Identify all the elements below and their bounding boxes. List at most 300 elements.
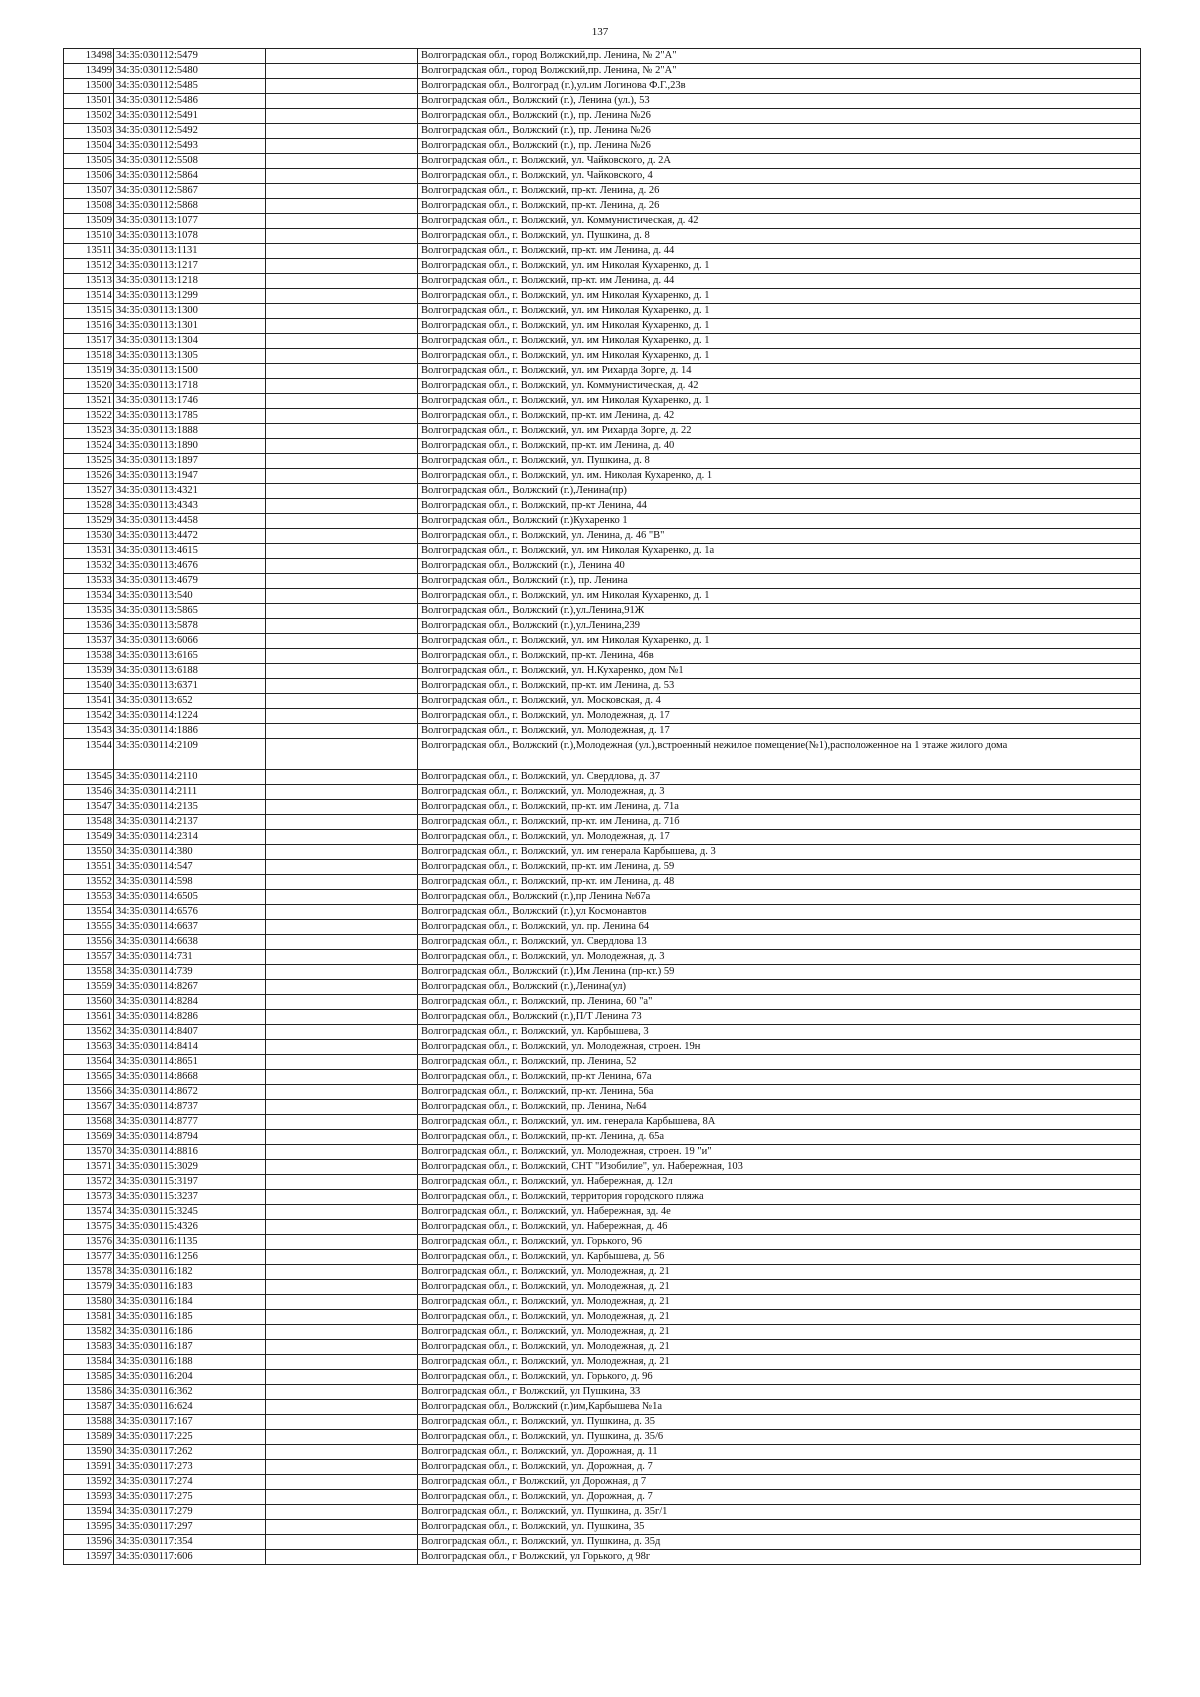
row-number-cell: 13554	[64, 905, 114, 920]
cadastral-number-cell: 34:35:030113:1305	[114, 349, 266, 364]
row-number-cell: 13521	[64, 394, 114, 409]
cadastral-number-cell: 34:35:030114:8407	[114, 1025, 266, 1040]
cadastral-number-cell: 34:35:030114:8414	[114, 1040, 266, 1055]
table-row	[64, 454, 1141, 469]
blank-cell	[266, 559, 418, 574]
blank-cell	[266, 830, 418, 845]
address-cell: Волгоградская обл., Волжский (г.), пр. Ленина №26	[418, 124, 1141, 139]
table-row	[64, 439, 1141, 454]
cadastral-number-cell: 34:35:030116:184	[114, 1295, 266, 1310]
address-cell: Волгоградская обл., г. Волжский, пр-кт. им Ленина, д. 71б	[418, 815, 1141, 830]
blank-cell	[266, 965, 418, 980]
row-number-cell: 13517	[64, 334, 114, 349]
table-row	[64, 935, 1141, 950]
blank-cell	[266, 950, 418, 965]
cadastral-number-cell: 34:35:030112:5864	[114, 169, 266, 184]
row-number-cell: 13538	[64, 649, 114, 664]
address-cell: Волгоградская обл., г. Волжский, ул. им Николая Кухаренко, д. 1	[418, 589, 1141, 604]
address-cell: Волгоградская обл., г. Волжский, ул. Ленина, д. 46 "В"	[418, 529, 1141, 544]
table-row	[64, 800, 1141, 815]
registry-table	[63, 48, 1141, 1565]
blank-cell	[266, 334, 418, 349]
table-row	[64, 589, 1141, 604]
row-number-cell: 13549	[64, 830, 114, 845]
table-row	[64, 785, 1141, 800]
table-row	[64, 529, 1141, 544]
address-cell: Волгоградская обл., г. Волжский, пр. Ленина, 52	[418, 1055, 1141, 1070]
address-cell: Волгоградская обл., г. Волжский, пр-кт. Ленина, д. 26	[418, 199, 1141, 214]
address-cell: Волгоградская обл., г. Волжский, пр-кт. им Ленина, д. 53	[418, 679, 1141, 694]
row-number-cell: 13499	[64, 64, 114, 79]
table-row	[64, 1235, 1141, 1250]
address-cell: Волгоградская обл., г. Волжский, ул. Молодежная, д. 21	[418, 1310, 1141, 1325]
row-number-cell: 13511	[64, 244, 114, 259]
row-number-cell: 13500	[64, 79, 114, 94]
blank-cell	[266, 394, 418, 409]
address-cell: Волгоградская обл., г. Волжский, ул. Набережная, зд. 4е	[418, 1205, 1141, 1220]
row-number-cell: 13564	[64, 1055, 114, 1070]
row-number-cell: 13509	[64, 214, 114, 229]
blank-cell	[266, 259, 418, 274]
blank-cell	[266, 1370, 418, 1385]
blank-cell	[266, 770, 418, 785]
table-row	[64, 349, 1141, 364]
table-row	[64, 1040, 1141, 1055]
blank-cell	[266, 1445, 418, 1460]
table-row	[64, 1115, 1141, 1130]
row-number-cell: 13506	[64, 169, 114, 184]
address-cell: Волгоградская обл., г. Волжский, пр-кт. им Ленина, д. 42	[418, 409, 1141, 424]
blank-cell	[266, 64, 418, 79]
row-number-cell: 13530	[64, 529, 114, 544]
row-number-cell: 13570	[64, 1145, 114, 1160]
cadastral-number-cell: 34:35:030114:598	[114, 875, 266, 890]
cadastral-number-cell: 34:35:030116:204	[114, 1370, 266, 1385]
address-cell: Волгоградская обл., г. Волжский, ул. Молодежная, д. 3	[418, 950, 1141, 965]
table-row	[64, 739, 1141, 770]
row-number-cell: 13566	[64, 1085, 114, 1100]
row-number-cell: 13527	[64, 484, 114, 499]
blank-cell	[266, 860, 418, 875]
table-row	[64, 1310, 1141, 1325]
address-cell: Волгоградская обл., г Волжский, ул Пушкина, 33	[418, 1385, 1141, 1400]
address-cell: Волгоградская обл., г. Волжский, пр-кт Ленина, 44	[418, 499, 1141, 514]
table-row	[64, 1055, 1141, 1070]
row-number-cell: 13578	[64, 1265, 114, 1280]
blank-cell	[266, 169, 418, 184]
row-number-cell: 13537	[64, 634, 114, 649]
blank-cell	[266, 649, 418, 664]
row-number-cell: 13529	[64, 514, 114, 529]
cadastral-number-cell: 34:35:030116:624	[114, 1400, 266, 1415]
cadastral-number-cell: 34:35:030113:1304	[114, 334, 266, 349]
blank-cell	[266, 1415, 418, 1430]
table-row	[64, 214, 1141, 229]
cadastral-number-cell: 34:35:030116:185	[114, 1310, 266, 1325]
blank-cell	[266, 1085, 418, 1100]
blank-cell	[266, 139, 418, 154]
address-cell: Волгоградская обл., г. Волжский, ул. Пушкина, д. 35	[418, 1415, 1141, 1430]
address-cell: Волгоградская обл., г. Волжский, пр. Ленина, №64	[418, 1100, 1141, 1115]
row-number-cell: 13540	[64, 679, 114, 694]
row-number-cell: 13520	[64, 379, 114, 394]
cadastral-number-cell: 34:35:030113:1217	[114, 259, 266, 274]
table-row	[64, 950, 1141, 965]
address-cell: Волгоградская обл., г. Волжский, пр-кт. им Ленина, д. 40	[418, 439, 1141, 454]
address-cell: Волгоградская обл., г. Волжский, ул. Молодежная, д. 17	[418, 724, 1141, 739]
table-row	[64, 694, 1141, 709]
table-row	[64, 364, 1141, 379]
address-cell: Волгоградская обл., г. Волжский, ул. Пушкина, д. 35д	[418, 1535, 1141, 1550]
table-row	[64, 634, 1141, 649]
cadastral-number-cell: 34:35:030114:8794	[114, 1130, 266, 1145]
cadastral-number-cell: 34:35:030112:5868	[114, 199, 266, 214]
cadastral-number-cell: 34:35:030113:4615	[114, 544, 266, 559]
row-number-cell: 13581	[64, 1310, 114, 1325]
address-cell: Волгоградская обл., г. Волжский, пр. Ленина, 60 "а"	[418, 995, 1141, 1010]
address-cell: Волгоградская обл., г. Волжский, ул. Молодежная, д. 21	[418, 1325, 1141, 1340]
row-number-cell: 13568	[64, 1115, 114, 1130]
table-row	[64, 1160, 1141, 1175]
address-cell: Волгоградская обл., г. Волжский, ул. им Николая Кухаренко, д. 1	[418, 304, 1141, 319]
cadastral-number-cell: 34:35:030113:1718	[114, 379, 266, 394]
table-row	[64, 1145, 1141, 1160]
blank-cell	[266, 845, 418, 860]
row-number-cell: 13557	[64, 950, 114, 965]
table-row	[64, 1295, 1141, 1310]
row-number-cell: 13498	[64, 49, 114, 64]
table-row	[64, 229, 1141, 244]
table-row	[64, 1340, 1141, 1355]
row-number-cell: 13531	[64, 544, 114, 559]
cadastral-number-cell: 34:35:030113:4676	[114, 559, 266, 574]
blank-cell	[266, 94, 418, 109]
blank-cell	[266, 634, 418, 649]
table-row	[64, 845, 1141, 860]
row-number-cell: 13526	[64, 469, 114, 484]
cadastral-number-cell: 34:35:030114:2110	[114, 770, 266, 785]
blank-cell	[266, 574, 418, 589]
blank-cell	[266, 604, 418, 619]
cadastral-number-cell: 34:35:030113:1785	[114, 409, 266, 424]
row-number-cell: 13547	[64, 800, 114, 815]
cadastral-number-cell: 34:35:030116:183	[114, 1280, 266, 1295]
address-cell: Волгоградская обл., г Волжский, ул Дорожная, д 7	[418, 1475, 1141, 1490]
table-row	[64, 109, 1141, 124]
address-cell: Волгоградская обл., г. Волжский, ул. им Николая Кухаренко, д. 1	[418, 334, 1141, 349]
cadastral-number-cell: 34:35:030117:297	[114, 1520, 266, 1535]
table-row	[64, 1475, 1141, 1490]
cadastral-number-cell: 34:35:030112:5492	[114, 124, 266, 139]
blank-cell	[266, 995, 418, 1010]
address-cell: Волгоградская обл., г. Волжский, пр-кт. им Ленина, д. 48	[418, 875, 1141, 890]
blank-cell	[266, 274, 418, 289]
blank-cell	[266, 815, 418, 830]
cadastral-number-cell: 34:35:030116:188	[114, 1355, 266, 1370]
row-number-cell: 13510	[64, 229, 114, 244]
cadastral-number-cell: 34:35:030113:1890	[114, 439, 266, 454]
row-number-cell: 13575	[64, 1220, 114, 1235]
row-number-cell: 13514	[64, 289, 114, 304]
address-cell: Волгоградская обл., г. Волжский, пр-кт. Ленина, 46в	[418, 649, 1141, 664]
address-cell: Волгоградская обл., г. Волжский, ул. Пушкина, д. 35/6	[418, 1430, 1141, 1445]
table-row	[64, 1535, 1141, 1550]
blank-cell	[266, 1400, 418, 1415]
row-number-cell: 13512	[64, 259, 114, 274]
table-row	[64, 49, 1141, 64]
table-row	[64, 1010, 1141, 1025]
address-cell: Волгоградская обл., г. Волжский, ул. Молодежная, д. 17	[418, 709, 1141, 724]
table-row	[64, 1265, 1141, 1280]
blank-cell	[266, 709, 418, 724]
row-number-cell: 13587	[64, 1400, 114, 1415]
table-row	[64, 424, 1141, 439]
blank-cell	[266, 1340, 418, 1355]
cadastral-number-cell: 34:35:030114:2314	[114, 830, 266, 845]
address-cell: Волгоградская обл., Волжский (г.), пр. Ленина	[418, 574, 1141, 589]
blank-cell	[266, 1490, 418, 1505]
blank-cell	[266, 664, 418, 679]
cadastral-number-cell: 34:35:030114:8284	[114, 995, 266, 1010]
row-number-cell: 13545	[64, 770, 114, 785]
cadastral-number-cell: 34:35:030114:2137	[114, 815, 266, 830]
address-cell: Волгоградская обл., г. Волжский, ул. Дорожная, д. 7	[418, 1490, 1141, 1505]
blank-cell	[266, 229, 418, 244]
row-number-cell: 13551	[64, 860, 114, 875]
row-number-cell: 13565	[64, 1070, 114, 1085]
cadastral-number-cell: 34:35:030112:5479	[114, 49, 266, 64]
row-number-cell: 13563	[64, 1040, 114, 1055]
cadastral-number-cell: 34:35:030117:606	[114, 1550, 266, 1565]
cadastral-number-cell: 34:35:030113:1746	[114, 394, 266, 409]
row-number-cell: 13518	[64, 349, 114, 364]
table-row	[64, 319, 1141, 334]
row-number-cell: 13533	[64, 574, 114, 589]
cadastral-number-cell: 34:35:030116:182	[114, 1265, 266, 1280]
address-cell: Волгоградская обл., г. Волжский, ул. Набережная, д. 46	[418, 1220, 1141, 1235]
table-row	[64, 1490, 1141, 1505]
table-row	[64, 830, 1141, 845]
address-cell: Волгоградская обл., г. Волжский, территория городского пляжа	[418, 1190, 1141, 1205]
table-row	[64, 1400, 1141, 1415]
blank-cell	[266, 469, 418, 484]
blank-cell	[266, 244, 418, 259]
cadastral-number-cell: 34:35:030113:1131	[114, 244, 266, 259]
cadastral-number-cell: 34:35:030113:1078	[114, 229, 266, 244]
blank-cell	[266, 694, 418, 709]
blank-cell	[266, 1220, 418, 1235]
row-number-cell: 13507	[64, 184, 114, 199]
address-cell: Волгоградская обл., Волжский (г.),Ленина(пр)	[418, 484, 1141, 499]
table-row	[64, 1070, 1141, 1085]
blank-cell	[266, 1475, 418, 1490]
cadastral-number-cell: 34:35:030114:739	[114, 965, 266, 980]
address-cell: Волгоградская обл., г. Волжский, ул. Дорожная, д. 7	[418, 1460, 1141, 1475]
row-number-cell: 13555	[64, 920, 114, 935]
blank-cell	[266, 890, 418, 905]
address-cell: Волгоградская обл., г. Волжский, ул. Пушкина, д. 35г/1	[418, 1505, 1141, 1520]
row-number-cell: 13504	[64, 139, 114, 154]
table-row	[64, 1100, 1141, 1115]
blank-cell	[266, 1115, 418, 1130]
blank-cell	[266, 785, 418, 800]
row-number-cell: 13524	[64, 439, 114, 454]
blank-cell	[266, 289, 418, 304]
table-row	[64, 995, 1141, 1010]
table-row	[64, 1385, 1141, 1400]
table-row	[64, 1415, 1141, 1430]
cadastral-number-cell: 34:35:030113:1300	[114, 304, 266, 319]
address-cell: Волгоградская обл., г. Волжский, ул. им Николая Кухаренко, д. 1	[418, 634, 1141, 649]
row-number-cell: 13503	[64, 124, 114, 139]
table-row	[64, 1445, 1141, 1460]
row-number-cell: 13580	[64, 1295, 114, 1310]
address-cell: Волгоградская обл., г. Волжский, ул. им Николая Кухаренко, д. 1а	[418, 544, 1141, 559]
row-number-cell: 13553	[64, 890, 114, 905]
table-row	[64, 409, 1141, 424]
table-row	[64, 1205, 1141, 1220]
address-cell: Волгоградская обл., г. Волжский, ул. Дорожная, д. 11	[418, 1445, 1141, 1460]
table-row	[64, 94, 1141, 109]
cadastral-number-cell: 34:35:030117:279	[114, 1505, 266, 1520]
blank-cell	[266, 109, 418, 124]
blank-cell	[266, 154, 418, 169]
row-number-cell: 13550	[64, 845, 114, 860]
cadastral-number-cell: 34:35:030113:6165	[114, 649, 266, 664]
row-number-cell: 13536	[64, 619, 114, 634]
table-row	[64, 1460, 1141, 1475]
blank-cell	[266, 1025, 418, 1040]
blank-cell	[266, 1505, 418, 1520]
cadastral-number-cell: 34:35:030114:380	[114, 845, 266, 860]
row-number-cell: 13525	[64, 454, 114, 469]
address-cell: Волгоградская обл., г. Волжский, пр-кт. им Ленина, д. 71а	[418, 800, 1141, 815]
address-cell: Волгоградская обл., Волжский (г.),ул.Ленина,91Ж	[418, 604, 1141, 619]
row-number-cell: 13542	[64, 709, 114, 724]
blank-cell	[266, 1100, 418, 1115]
table-row	[64, 184, 1141, 199]
table-row	[64, 334, 1141, 349]
blank-cell	[266, 800, 418, 815]
table-row	[64, 1280, 1141, 1295]
address-cell: Волгоградская обл., г. Волжский, ул. Набережная, д. 12л	[418, 1175, 1141, 1190]
table-row	[64, 79, 1141, 94]
table-row	[64, 199, 1141, 214]
address-cell: Волгоградская обл., г. Волжский, ул. им Николая Кухаренко, д. 1	[418, 259, 1141, 274]
address-cell: Волгоградская обл., г. Волжский, ул. им. Николая Кухаренко, д. 1	[418, 469, 1141, 484]
row-number-cell: 13579	[64, 1280, 114, 1295]
cadastral-number-cell: 34:35:030113:4472	[114, 529, 266, 544]
cadastral-number-cell: 34:35:030115:3245	[114, 1205, 266, 1220]
blank-cell	[266, 79, 418, 94]
row-number-cell: 13508	[64, 199, 114, 214]
row-number-cell: 13582	[64, 1325, 114, 1340]
blank-cell	[266, 439, 418, 454]
address-cell: Волгоградская обл., г. Волжский, ул. им. генерала Карбышева, 8А	[418, 1115, 1141, 1130]
row-number-cell: 13515	[64, 304, 114, 319]
row-number-cell: 13569	[64, 1130, 114, 1145]
cadastral-number-cell: 34:35:030114:2109	[114, 739, 266, 770]
address-cell: Волгоградская обл., г. Волжский, ул. Молодежная, д. 21	[418, 1355, 1141, 1370]
cadastral-number-cell: 34:35:030113:1888	[114, 424, 266, 439]
address-cell: Волгоградская обл., г. Волжский, пр-кт. им Ленина, д. 59	[418, 860, 1141, 875]
cadastral-number-cell: 34:35:030114:6637	[114, 920, 266, 935]
address-cell: Волгоградская обл., г. Волжский, ул. Молодежная, д. 21	[418, 1295, 1141, 1310]
table-row	[64, 1325, 1141, 1340]
address-cell: Волгоградская обл., г. Волжский, ул. им Николая Кухаренко, д. 1	[418, 349, 1141, 364]
blank-cell	[266, 1160, 418, 1175]
address-cell: Волгоградская обл., г. Волжский, ул. Горького, 96	[418, 1235, 1141, 1250]
address-cell: Волгоградская обл., Волгоград (г.),ул.им Логинова Ф.Г.,23в	[418, 79, 1141, 94]
row-number-cell: 13584	[64, 1355, 114, 1370]
table-row	[64, 1520, 1141, 1535]
address-cell: Волгоградская обл., г. Волжский, ул. Горького, д. 96	[418, 1370, 1141, 1385]
cadastral-number-cell: 34:35:030114:731	[114, 950, 266, 965]
table-row	[64, 259, 1141, 274]
table-row	[64, 1220, 1141, 1235]
address-cell: Волгоградская обл., г. Волжский, ул. им Рихарда Зорге, д. 14	[418, 364, 1141, 379]
row-number-cell: 13534	[64, 589, 114, 604]
row-number-cell: 13591	[64, 1460, 114, 1475]
table-row	[64, 274, 1141, 289]
blank-cell	[266, 499, 418, 514]
cadastral-number-cell: 34:35:030114:8777	[114, 1115, 266, 1130]
table-row	[64, 1505, 1141, 1520]
row-number-cell: 13561	[64, 1010, 114, 1025]
cadastral-number-cell: 34:35:030114:8286	[114, 1010, 266, 1025]
cadastral-number-cell: 34:35:030112:5867	[114, 184, 266, 199]
blank-cell	[266, 1550, 418, 1565]
table-row	[64, 154, 1141, 169]
cadastral-number-cell: 34:35:030113:4458	[114, 514, 266, 529]
row-number-cell: 13505	[64, 154, 114, 169]
cadastral-number-cell: 34:35:030114:1886	[114, 724, 266, 739]
blank-cell	[266, 619, 418, 634]
address-cell: Волгоградская обл., г. Волжский, СНТ "Изобилие", ул. Набережная, 103	[418, 1160, 1141, 1175]
row-number-cell: 13541	[64, 694, 114, 709]
row-number-cell: 13501	[64, 94, 114, 109]
address-cell: Волгоградская обл., Волжский (г.), пр. Ленина №26	[418, 109, 1141, 124]
address-cell: Волгоградская обл., г. Волжский, ул. им Николая Кухаренко, д. 1	[418, 289, 1141, 304]
address-cell: Волгоградская обл., г. Волжский, пр-кт. Ленина, д. 26	[418, 184, 1141, 199]
row-number-cell: 13560	[64, 995, 114, 1010]
address-cell: Волгоградская обл., г. Волжский, ул. Молодежная, д. 3	[418, 785, 1141, 800]
address-cell: Волгоградская обл., г. Волжский, ул. Н.Кухаренко, дом №1	[418, 664, 1141, 679]
address-cell: Волгоградская обл., г. Волжский, пр-кт Ленина, 67а	[418, 1070, 1141, 1085]
address-cell: Волгоградская обл., г Волжский, ул Горького, д 98г	[418, 1550, 1141, 1565]
blank-cell	[266, 124, 418, 139]
page-number: 137	[591, 26, 609, 38]
blank-cell	[266, 184, 418, 199]
cadastral-number-cell: 34:35:030113:5878	[114, 619, 266, 634]
row-number-cell: 13590	[64, 1445, 114, 1460]
cadastral-number-cell: 34:35:030116:186	[114, 1325, 266, 1340]
address-cell: Волгоградская обл., г. Волжский, пр-кт. Ленина, д. 65а	[418, 1130, 1141, 1145]
row-number-cell: 13595	[64, 1520, 114, 1535]
blank-cell	[266, 1175, 418, 1190]
cadastral-number-cell: 34:35:030117:167	[114, 1415, 266, 1430]
cadastral-number-cell: 34:35:030116:1256	[114, 1250, 266, 1265]
cadastral-number-cell: 34:35:030113:540	[114, 589, 266, 604]
blank-cell	[266, 980, 418, 995]
blank-cell	[266, 1205, 418, 1220]
row-number-cell: 13593	[64, 1490, 114, 1505]
row-number-cell: 13573	[64, 1190, 114, 1205]
row-number-cell: 13528	[64, 499, 114, 514]
table-row	[64, 724, 1141, 739]
blank-cell	[266, 544, 418, 559]
cadastral-number-cell: 34:35:030117:354	[114, 1535, 266, 1550]
